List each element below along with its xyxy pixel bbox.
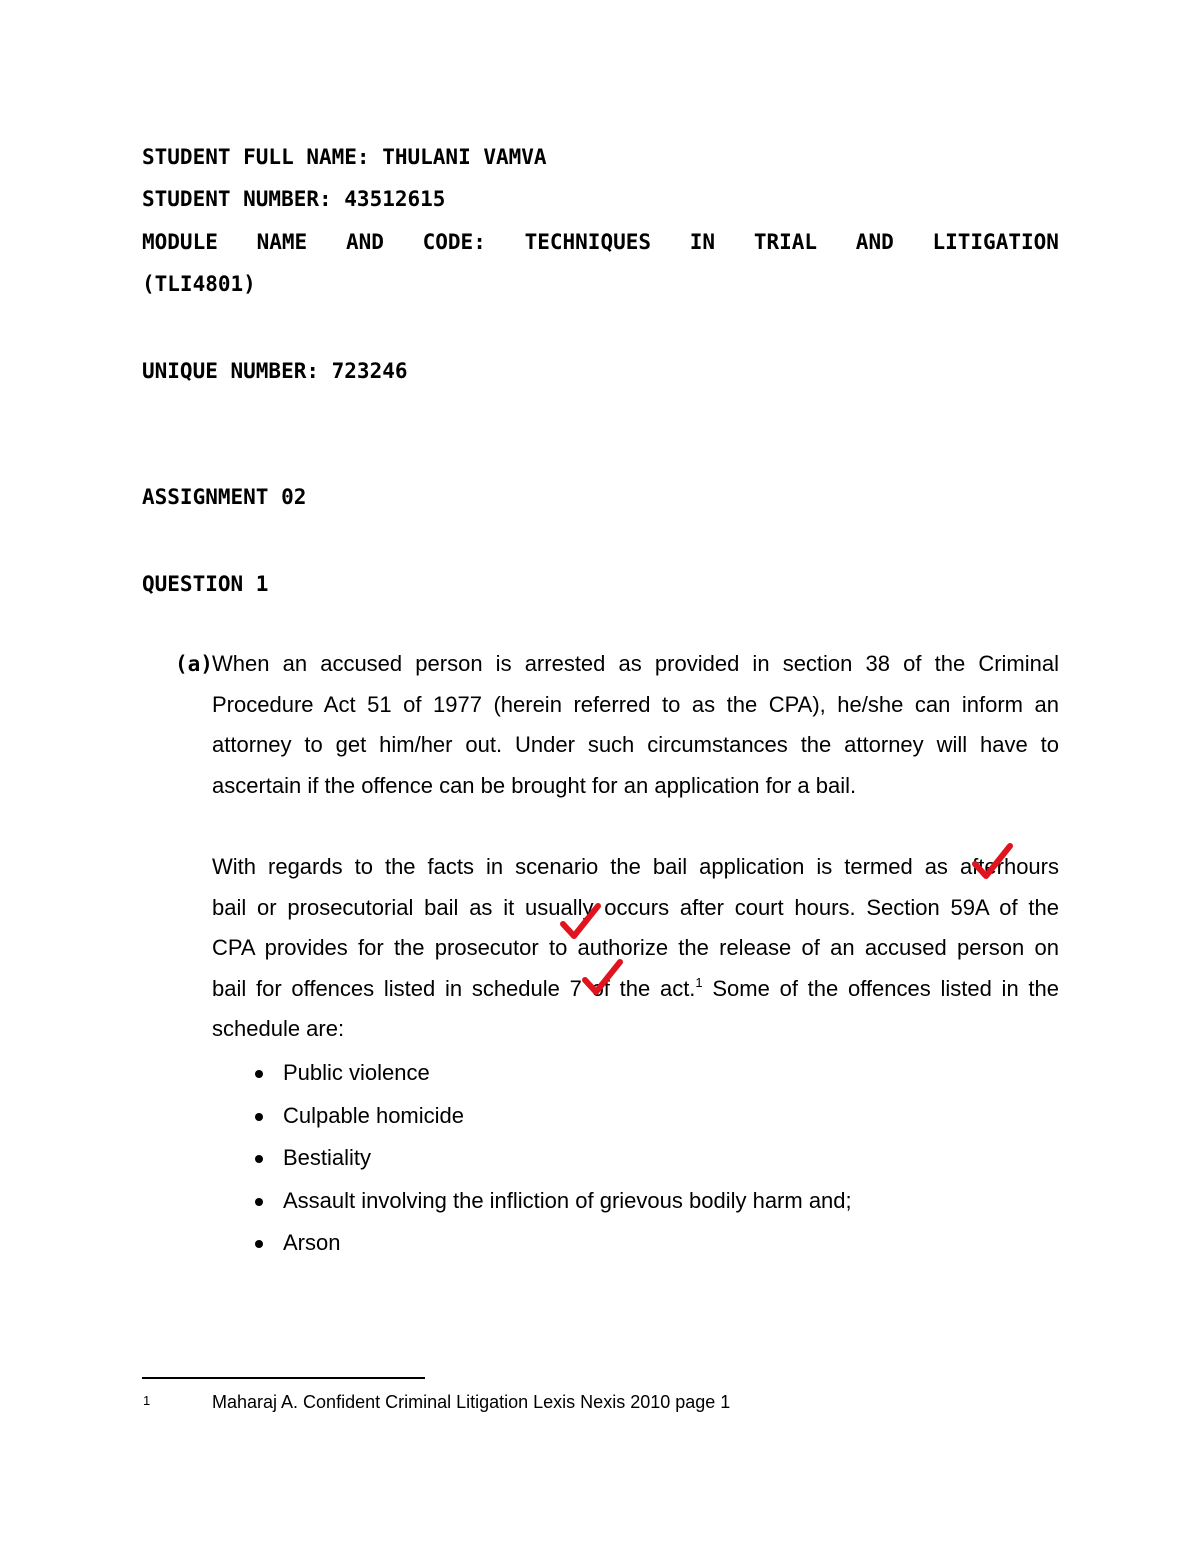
unique-number: UNIQUE NUMBER: 723246	[142, 359, 408, 383]
list-item	[248, 1180, 852, 1223]
module-word: CODE:	[422, 230, 486, 254]
footnote-separator	[142, 1377, 425, 1379]
bullet-icon	[255, 1155, 263, 1163]
list-item	[248, 1137, 852, 1180]
checkmark-icon	[582, 958, 624, 1000]
list-item-text: Arson	[283, 1230, 341, 1255]
checkmark-stroke	[585, 962, 620, 992]
checkmark-stroke	[975, 846, 1010, 876]
list-item-text: Bestiality	[283, 1145, 372, 1170]
list-item-text: Assault involving the infliction of grievous bodily harm and;	[283, 1187, 852, 1213]
paragraph-line: CPA provides for the prosecutor to authorize the release of an accused person on	[212, 935, 1059, 960]
footnote-reference: 1	[695, 974, 703, 990]
module-word: NAME	[256, 230, 308, 254]
offences-list	[248, 1052, 852, 1265]
paragraph-line: attorney to get him/her out. Under such circumstances the attorney will have to	[212, 732, 1059, 757]
module-code: (TLI4801)	[142, 272, 256, 296]
paragraph-line: schedule are:	[212, 1016, 345, 1041]
bullet-icon	[255, 1113, 263, 1121]
module-word: LITIGATION	[932, 230, 1059, 254]
question-title: QUESTION 1	[142, 572, 269, 596]
bullet-icon	[255, 1070, 263, 1078]
checkmark-icon	[972, 842, 1014, 884]
bullet-icon	[255, 1240, 263, 1248]
module-word: AND	[345, 230, 384, 254]
module-word: MODULE	[142, 230, 218, 254]
list-item	[248, 1052, 852, 1095]
list-item-text: Public violence	[283, 1060, 430, 1085]
module-word: TRIAL	[753, 230, 818, 254]
footnote-text: Maharaj A. Confident Criminal Litigation Lexis Nexis 2010 page 1	[212, 1392, 731, 1412]
part-a-label: (a)	[175, 652, 213, 676]
text-run: Some of the offences listed in the	[702, 975, 1059, 1001]
student-number: STUDENT NUMBER: 43512615	[142, 187, 446, 211]
checkmark-stroke	[563, 906, 598, 936]
module-word: AND	[855, 230, 894, 254]
list-item	[248, 1095, 852, 1138]
module-name-line	[142, 229, 1059, 255]
paragraph-line: bail or prosecutorial bail as it usually occurs after court hours. Section 59A of the	[212, 894, 1059, 920]
checkmark-icon	[560, 902, 602, 944]
paragraph-line: ascertain if the offence can be brought for an application for a bail.	[212, 772, 857, 798]
paragraph-2	[212, 847, 1059, 1050]
module-word: IN	[689, 230, 716, 254]
bullet-icon	[255, 1198, 263, 1206]
paragraph-line-with-footnote	[212, 969, 1059, 1010]
assignment-title: ASSIGNMENT 02	[142, 485, 307, 509]
footnote-number: 1	[143, 1393, 151, 1408]
list-item-text: Culpable homicide	[283, 1102, 464, 1128]
paragraph-1	[212, 644, 1059, 806]
paragraph-line: Procedure Act 51 of 1977 (herein referred to as the CPA), he/she can inform an	[212, 691, 1059, 717]
student-name: STUDENT FULL NAME: THULANI VAMVA	[142, 145, 547, 169]
text-run: bail for offences listed in schedule 7 of the act.	[212, 975, 696, 1001]
list-item	[248, 1222, 852, 1265]
module-word: TECHNIQUES	[524, 230, 652, 254]
paragraph-line: With regards to the facts in scenario the bail application is termed as afterhours	[212, 854, 1059, 879]
paragraph-line: When an accused person is arrested as provided in section 38 of the Criminal	[212, 651, 1059, 676]
